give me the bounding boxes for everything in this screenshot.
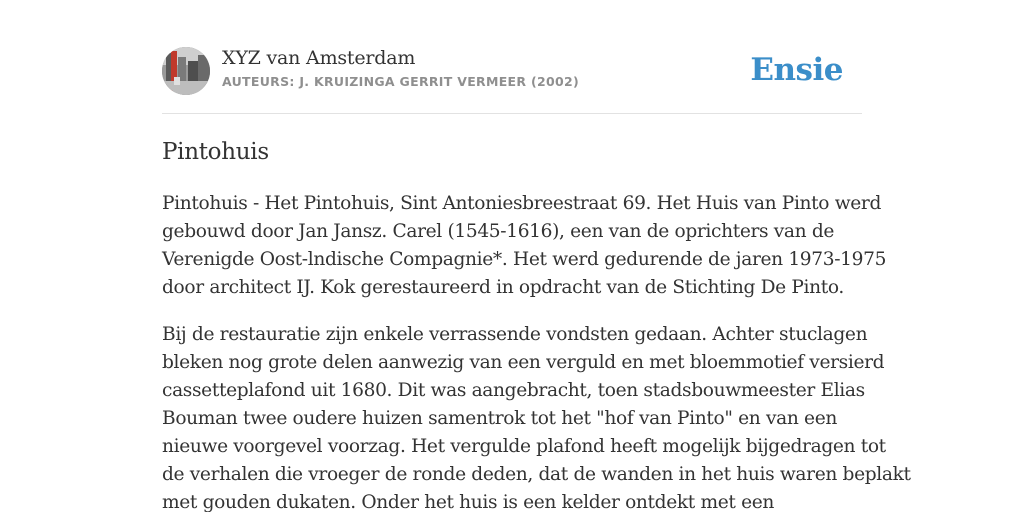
paragraph-line: met gouden dukaten. Onder het huis is een kelder ontdekt met een [162, 492, 775, 512]
book-header [162, 46, 862, 96]
paragraph-line: Pintohuis - Het Pintohuis, Sint Antoniesbreestraat 69. Het Huis van Pinto werd [162, 193, 882, 214]
book-cover-avatar[interactable] [162, 47, 210, 95]
book-authors: AUTEURS: J. KRUIZINGA GERRIT VERMEER (2002) [222, 74, 579, 89]
paragraph-line: door architect IJ. Kok gerestaureerd in opdracht van de Stichting De Pinto. [162, 277, 844, 298]
paragraph-line: bleken nog grote delen aanwezig van een verguld en met bloemmotief versierd [162, 352, 885, 373]
paragraph-2 [162, 321, 911, 512]
paragraph-line: Bouman twee oudere huizen samentrok tot het "hof van Pinto" en van een [162, 408, 837, 429]
paragraph-line: de verhalen die vroeger de ronde deden, dat de wanden in het huis waren beplakt [162, 464, 911, 485]
entry-body [162, 190, 911, 512]
entry-title: Pintohuis [162, 139, 269, 165]
book-title-link[interactable]: XYZ van Amsterdam [222, 47, 416, 69]
paragraph-1 [162, 190, 887, 302]
paragraph-line: cassetteplafond uit 1680. Dit was aangebracht, toen stadsbouwmeester Elias [162, 380, 865, 401]
paragraph-line: gebouwd door Jan Jansz. Carel (1545-1616), een van de oprichters van de [162, 221, 835, 242]
paragraph-line: nieuwe voorgevel voorzag. Het vergulde plafond heeft mogelijk bijgedragen tot [162, 436, 886, 457]
header-divider [162, 113, 862, 114]
brand-logo[interactable]: Ensie [750, 52, 843, 88]
paragraph-line: Bij de restauratie zijn enkele verrassende vondsten gedaan. Achter stuclagen [162, 324, 868, 345]
paragraph-line: Verenigde Oost-lndische Compagnie*. Het werd gedurende de jaren 1973-1975 [162, 249, 887, 270]
